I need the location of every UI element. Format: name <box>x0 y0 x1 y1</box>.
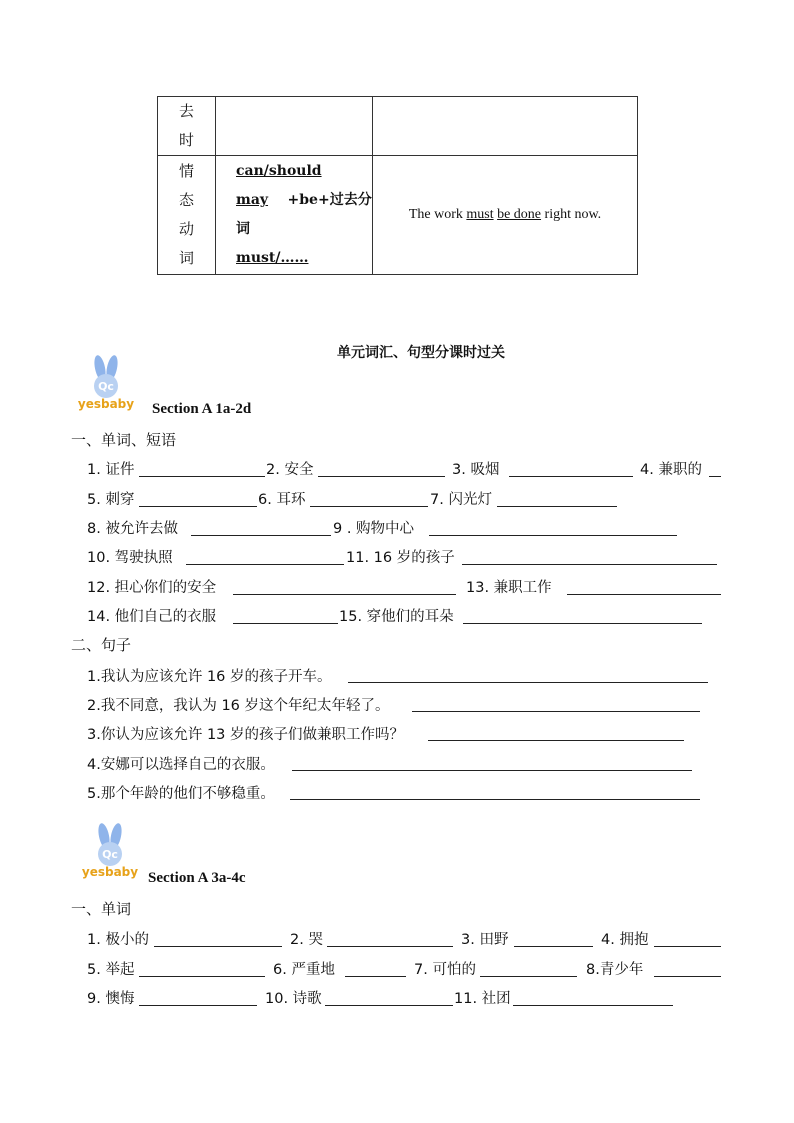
vocab-item: 10. 驾驶执照 <box>87 550 173 566</box>
svg-text:yesbaby: yesbaby <box>81 865 139 879</box>
answer-blank[interactable] <box>463 623 702 624</box>
vocab-item: 2. 哭 <box>290 932 323 948</box>
svg-text:yesbaby: yesbaby <box>77 397 135 411</box>
answer-blank[interactable] <box>509 476 633 477</box>
sentence-item: 5.那个年龄的他们不够稳重。 <box>87 786 275 802</box>
section-title: Section A 3a-4c <box>148 870 246 886</box>
vocab-item: 11. 16 岁的孩子 <box>346 550 455 566</box>
sentence-item: 2.我不同意，我认为 16 岁这个年纪太年轻了。 <box>87 698 390 714</box>
answer-blank[interactable] <box>139 1005 257 1006</box>
vocab-item: 9. 懊悔 <box>87 991 135 1007</box>
passive-form-cell: can/should may +be+过去分 词 must/…… <box>216 156 373 275</box>
answer-blank[interactable] <box>318 476 445 477</box>
modal-verb-label-cell: 情 态 动 词 <box>158 156 216 275</box>
yesbaby-logo <box>74 352 138 412</box>
vocab-item: 2. 安全 <box>266 462 314 478</box>
vocab-item: 8. 被允许去做 <box>87 521 178 537</box>
vocab-item: 10. 诗歌 <box>265 991 322 1007</box>
answer-blank[interactable] <box>480 976 577 977</box>
tense-label-cell: 去 时 <box>158 97 216 156</box>
answer-blank[interactable] <box>139 976 265 977</box>
vocab-item: 1. 证件 <box>87 462 135 478</box>
answer-blank[interactable] <box>186 564 344 565</box>
answer-blank[interactable] <box>497 506 617 507</box>
vocab-item: 4. 兼职的 <box>640 462 702 478</box>
table-row <box>158 97 638 156</box>
answer-blank[interactable] <box>292 770 692 771</box>
answer-blank[interactable] <box>191 535 331 536</box>
vocab-item: 14. 他们自己的衣服 <box>87 609 217 625</box>
example-sentence-cell: The work must be done right now. <box>373 156 638 275</box>
answer-blank[interactable] <box>345 976 406 977</box>
vocab-item: 11. 社团 <box>454 991 511 1007</box>
vocab-item: 15. 穿他们的耳朵 <box>339 609 454 625</box>
table-row <box>158 156 638 275</box>
svg-text:Qc: Qc <box>98 380 114 393</box>
part-heading: 一、单词 <box>71 900 132 918</box>
vocab-item: 5. 刺穿 <box>87 492 135 508</box>
svg-text:Qc: Qc <box>102 848 118 861</box>
vocab-item: 5. 举起 <box>87 962 135 978</box>
answer-blank[interactable] <box>428 740 684 741</box>
answer-blank[interactable] <box>325 1005 453 1006</box>
answer-blank[interactable] <box>154 946 282 947</box>
grammar-table <box>157 96 638 275</box>
answer-blank[interactable] <box>567 594 721 595</box>
vocab-item: 9 . 购物中心 <box>333 521 415 537</box>
sentence-item: 4.安娜可以选择自己的衣服。 <box>87 757 275 773</box>
answer-blank[interactable] <box>654 946 721 947</box>
vocab-item: 8.青少年 <box>586 962 644 978</box>
vocab-item: 7. 闪光灯 <box>430 492 492 508</box>
answer-blank[interactable] <box>327 946 453 947</box>
answer-blank[interactable] <box>412 711 700 712</box>
answer-blank[interactable] <box>709 476 721 477</box>
section-title: Section A 1a-2d <box>152 401 252 417</box>
answer-blank[interactable] <box>233 594 456 595</box>
vocab-item: 6. 严重地 <box>273 962 335 978</box>
answer-blank[interactable] <box>514 946 593 947</box>
answer-blank[interactable] <box>310 506 428 507</box>
vocab-item: 3. 田野 <box>461 932 509 948</box>
answer-blank[interactable] <box>513 1005 673 1006</box>
part-heading: 二、句子 <box>71 636 132 654</box>
vocab-item: 1. 极小的 <box>87 932 149 948</box>
answer-blank[interactable] <box>348 682 708 683</box>
vocab-item: 4. 拥抱 <box>601 932 649 948</box>
answer-blank[interactable] <box>233 623 338 624</box>
vocab-item: 12. 担心你们的安全 <box>87 580 217 596</box>
example-cell-empty <box>373 97 638 156</box>
page-title: 单元词汇、句型分课时过关 <box>337 345 505 361</box>
answer-blank[interactable] <box>462 564 717 565</box>
answer-blank[interactable] <box>139 476 265 477</box>
sentence-item: 3.你认为应该允许 13 岁的孩子们做兼职工作吗？ <box>87 727 405 743</box>
answer-blank[interactable] <box>429 535 677 536</box>
answer-blank[interactable] <box>290 799 700 800</box>
form-cell-empty <box>216 97 373 156</box>
yesbaby-logo <box>78 820 142 880</box>
vocab-item: 13. 兼职工作 <box>466 580 552 596</box>
answer-blank[interactable] <box>654 976 721 977</box>
sentence-item: 1.我认为应该允许 16 岁的孩子开车。 <box>87 669 332 685</box>
answer-blank[interactable] <box>139 506 257 507</box>
part-heading: 一、单词、短语 <box>71 431 177 449</box>
vocab-item: 6. 耳环 <box>258 492 306 508</box>
vocab-item: 3. 吸烟 <box>452 462 500 478</box>
vocab-item: 7. 可怕的 <box>414 962 476 978</box>
